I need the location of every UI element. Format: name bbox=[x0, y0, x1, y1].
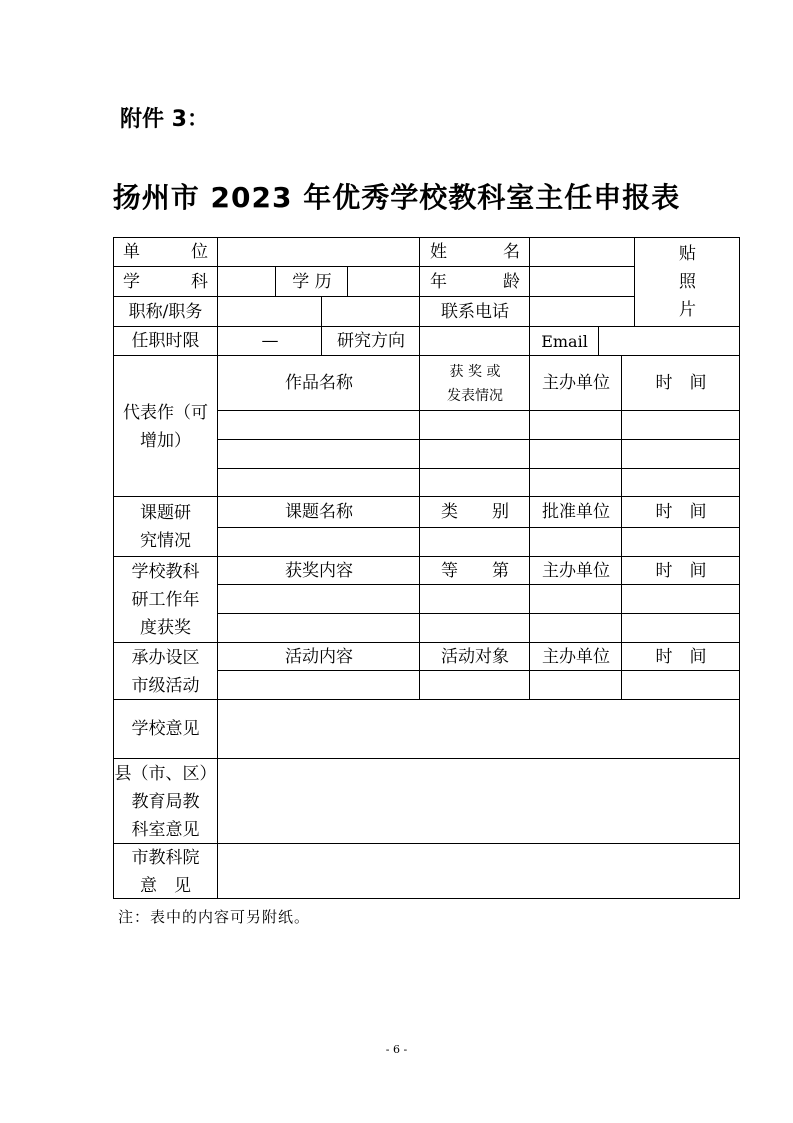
phone-label: 联系电话 bbox=[441, 301, 509, 322]
table-cell[interactable] bbox=[530, 671, 622, 700]
table-cell[interactable] bbox=[420, 440, 530, 469]
table-cell[interactable] bbox=[530, 411, 622, 440]
table-cell[interactable] bbox=[622, 585, 740, 614]
subject-field[interactable] bbox=[218, 267, 276, 297]
table-cell[interactable] bbox=[530, 614, 622, 643]
activity-target-label: 活动对象 bbox=[441, 646, 509, 667]
table-cell[interactable] bbox=[622, 411, 740, 440]
name-label: 姓 名 bbox=[430, 241, 520, 262]
table-cell[interactable] bbox=[420, 411, 530, 440]
phone-field[interactable] bbox=[530, 297, 635, 327]
table-cell[interactable] bbox=[218, 585, 420, 614]
school-opinion-label: 学校意见 bbox=[131, 719, 200, 739]
education-field[interactable] bbox=[348, 267, 420, 297]
age-label: 年 龄 bbox=[430, 271, 520, 292]
name-field[interactable] bbox=[530, 237, 635, 267]
table-cell[interactable] bbox=[530, 585, 622, 614]
works-label: 代表作（可 增加） bbox=[123, 402, 208, 451]
activity-content-label: 活动内容 bbox=[285, 646, 353, 667]
term-label: 任职时限 bbox=[131, 331, 200, 351]
table-cell[interactable] bbox=[530, 469, 622, 497]
table-cell[interactable] bbox=[622, 614, 740, 643]
works-name-label: 作品名称 bbox=[285, 373, 353, 393]
footnote: 注：表中的内容可另附纸。 bbox=[118, 908, 311, 926]
email-label: Email bbox=[541, 331, 588, 351]
table-cell[interactable] bbox=[218, 411, 420, 440]
table-cell[interactable] bbox=[218, 671, 420, 700]
page-number: - 6 - bbox=[385, 1043, 408, 1056]
activity-label: 承办设区 市级活动 bbox=[131, 647, 200, 696]
unit-field[interactable] bbox=[218, 237, 420, 267]
attachment-label: 附件 3： bbox=[120, 107, 209, 132]
award-content-label: 获奖内容 bbox=[285, 560, 353, 581]
age-field[interactable] bbox=[530, 267, 635, 297]
school-opinion-field[interactable] bbox=[218, 700, 740, 759]
research-label: 研究方向 bbox=[337, 331, 405, 351]
table-cell[interactable] bbox=[622, 440, 740, 469]
project-type-label: 类 别 bbox=[441, 502, 509, 522]
table-cell[interactable] bbox=[622, 469, 740, 497]
table-cell[interactable] bbox=[218, 440, 420, 469]
award-org-label: 主办单位 bbox=[542, 560, 610, 581]
city-opinion-field[interactable] bbox=[218, 844, 740, 899]
works-time-label: 时 间 bbox=[655, 373, 707, 393]
education-label: 学 历 bbox=[292, 271, 332, 292]
email-field[interactable] bbox=[599, 327, 740, 356]
form-title: 扬州市 2023 年优秀学校教科室主任申报表 bbox=[112, 181, 681, 214]
table-cell[interactable] bbox=[218, 614, 420, 643]
term-dash: — bbox=[261, 331, 279, 351]
project-org-label: 批准单位 bbox=[542, 502, 610, 522]
table-cell[interactable] bbox=[530, 528, 622, 557]
activity-org-label: 主办单位 bbox=[542, 646, 610, 667]
title-post-label: 职称/职务 bbox=[128, 301, 203, 322]
activity-time-label: 时 间 bbox=[655, 646, 707, 667]
county-opinion-label: 县（市、区） 教育局教 科室意见 bbox=[114, 763, 217, 840]
table-cell[interactable] bbox=[622, 671, 740, 700]
table-cell[interactable] bbox=[420, 469, 530, 497]
works-org-label: 主办单位 bbox=[542, 373, 610, 393]
research-field[interactable] bbox=[420, 327, 530, 356]
table-cell[interactable] bbox=[622, 528, 740, 557]
county-opinion-field[interactable] bbox=[218, 759, 740, 844]
table-cell[interactable] bbox=[420, 585, 530, 614]
photo-label: 贴 照 片 bbox=[679, 244, 696, 320]
project-name-label: 课题名称 bbox=[285, 502, 353, 522]
table-cell[interactable] bbox=[530, 440, 622, 469]
unit-label: 单 位 bbox=[123, 241, 208, 262]
post-field[interactable] bbox=[322, 297, 420, 327]
award-label: 学校教科 研工作年 度获奖 bbox=[131, 562, 200, 638]
city-opinion-label: 市教科院 意 见 bbox=[131, 847, 200, 896]
table-cell[interactable] bbox=[420, 614, 530, 643]
works-award-label: 获 奖 或 发表情况 bbox=[447, 363, 503, 404]
table-cell[interactable] bbox=[420, 671, 530, 700]
award-time-label: 时 间 bbox=[655, 560, 707, 581]
table-cell[interactable] bbox=[420, 528, 530, 557]
project-time-label: 时 间 bbox=[655, 502, 707, 522]
project-label: 课题研 究情况 bbox=[140, 503, 191, 551]
subject-label: 学 科 bbox=[123, 271, 208, 292]
table-cell[interactable] bbox=[218, 469, 420, 497]
table-cell[interactable] bbox=[218, 528, 420, 557]
title-field[interactable] bbox=[218, 297, 322, 327]
award-grade-label: 等 第 bbox=[441, 560, 509, 581]
